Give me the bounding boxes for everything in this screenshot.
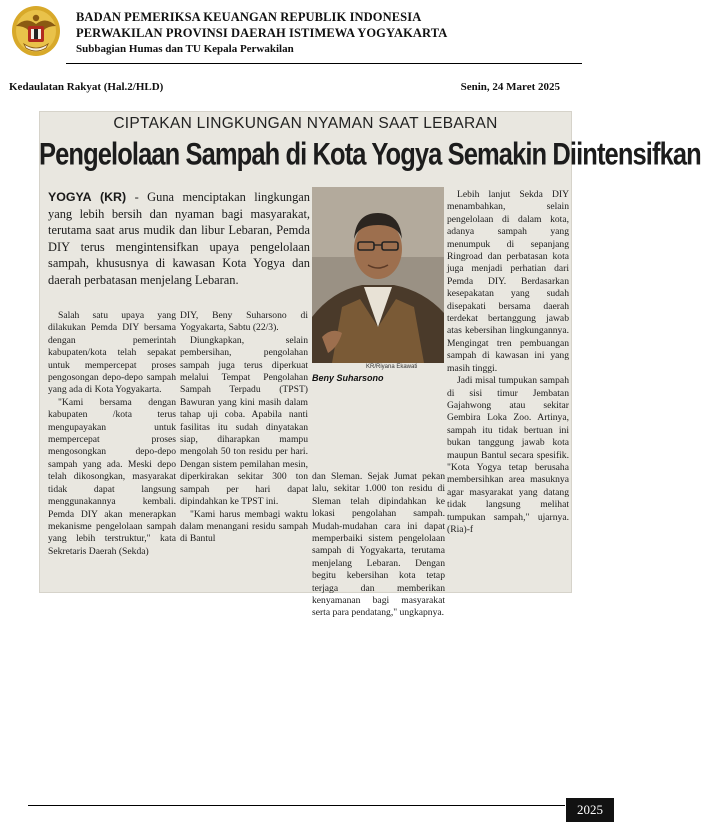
article-dateline: YOGYA (KR) — [48, 190, 127, 204]
article-kicker: CIPTAKAN LINGKUNGAN NYAMAN SAAT LEBARAN — [113, 115, 498, 132]
article-column-1 — [48, 310, 176, 558]
garuda-emblem-icon — [10, 4, 62, 58]
organization-name — [76, 9, 447, 57]
news-clipping — [39, 111, 701, 619]
portrait-photo — [312, 187, 444, 363]
document-header — [0, 0, 614, 66]
paragraph: Salah satu upaya yang dilakukan Pemda DIY bersama dengan pemerintah kabupaten/kota telah sepakat untuk mempercepat proses pengosongan depo-depo sampah yang ada di Kota Yogyakarta. — [48, 310, 176, 396]
article-lead-text: - Guna menciptakan lingkungan yang lebih bersih dan nyaman bagi masyarakat, terutama saat arus mudik dan libur Lebaran, Pemda DIY terus mengintensifkan upaya pengelolaan sampah, khususnya di kawasan Kota Yogya dan daerah perbatasan menjelang Lebaran. — [48, 190, 310, 287]
photo-caption: Beny Suharsono — [312, 373, 384, 383]
article-column-4 — [447, 189, 569, 536]
paragraph: Diungkapkan, selain pembersihan, pengolahan sampah juga terus diperkuat melalui Tempat Pengolahan Sampah Terpadu (TPST) Bawuran yang kini masih dalam tahap uji coba. Apabila nanti fasilitas itu sudah dinyatakan siap, diharapkan mampu mengolah 50 ton residu per hari. Dengan sistem pemilahan mesin, diperkirakan sekitar 300 ton sampah per hari dapat dipindahkan ke TPST ini. — [180, 334, 308, 508]
paragraph: Jadi misal tumpukan sampah di sisi timur Jembatan Gajahwong atau sekitar Gembira Loka Zoo. Artinya, sampah itu tidak bertuan ini bukan tanggung jawab kota maupun Bantul secara spesifik. "Kota Yogya tetap berusaha membersihkan area masuknya agar masyarakat yang datang tidak langsung melihat tumpukan sampah," ujarnya. (Ria)-f — [447, 375, 569, 535]
org-line-3: Subbagian Humas dan TU Kepala Perwakilan — [76, 43, 294, 55]
footer-divider — [28, 805, 565, 806]
article-lead — [48, 189, 310, 288]
paragraph: dan Sleman. Sejak Jumat pekan lalu, sekitar 1.000 ton residu di Sleman telah dipindahkan ke lokasi pengolahan sampah. Mudah-mudahan cara ini dapat memperbaiki sistem pengelolaan sampah di Yogyakarta, terutama menjelang Lebaran. Dengan begitu kebersihan kota tetap terjaga dan memberikan kenyamanan bagi masyarakat serta para pendatang," ungkapnya. — [312, 471, 445, 619]
header-divider — [66, 63, 582, 64]
paragraph: "Kami harus membagi waktu dalam menangani residu sampah di Bantul — [180, 508, 308, 545]
paragraph: Lebih lanjut Sekda DIY menambahkan, selain pengelolaan di dalam kota, adanya sampah yang menumpuk di sepanjang Ringroad dan perbatasan kota juga menjadi perhatian dari Pemda DIY. Berdasarkan kesepakatan yang sudah disepakati bersama daerah terdekat bertanggung jawab atas kebersihan lingkungannya. Mengingat tren pembuangan sampah di kawasan ini yang masih tinggi. — [447, 189, 569, 374]
org-line-1: BADAN PEMERIKSA KEUANGAN REPUBLIK INDONESIA — [76, 10, 422, 24]
paragraph: "Kami bersama dengan kabupaten /kota terus mengupayakan untuk mempercepat proses mengosongkan depo-depo sampah yang ada. Meski depo telah dikosongkan, masyarakat tidak dapat langsung menggunakannya kembali. Pemda DIY akan menerapkan mekanisme pengelolaan sampah yang lebih terstruktur," kata Sekretaris Daerah (Sekda) — [48, 396, 176, 557]
article-headline: Pengelolaan Sampah di Kota Yogya Semakin Diintensifkan — [39, 137, 701, 172]
source-label: Kedaulatan Rakyat (Hal.2/HLD) — [9, 81, 164, 93]
photo-credit: KR/Riyana Ekawati — [366, 364, 418, 370]
org-line-2: PERWAKILAN PROVINSI DAERAH ISTIMEWA YOGYAKARTA — [76, 26, 448, 40]
portrait-figure-icon — [312, 187, 444, 363]
article-column-2 — [180, 310, 308, 546]
date-label: Senin, 24 Maret 2025 — [460, 81, 560, 93]
year-badge: 2025 — [566, 798, 614, 822]
paragraph: DIY, Beny Suharsono di Yogyakarta, Sabtu (22/3). — [180, 310, 308, 334]
article-column-3 — [312, 471, 445, 620]
